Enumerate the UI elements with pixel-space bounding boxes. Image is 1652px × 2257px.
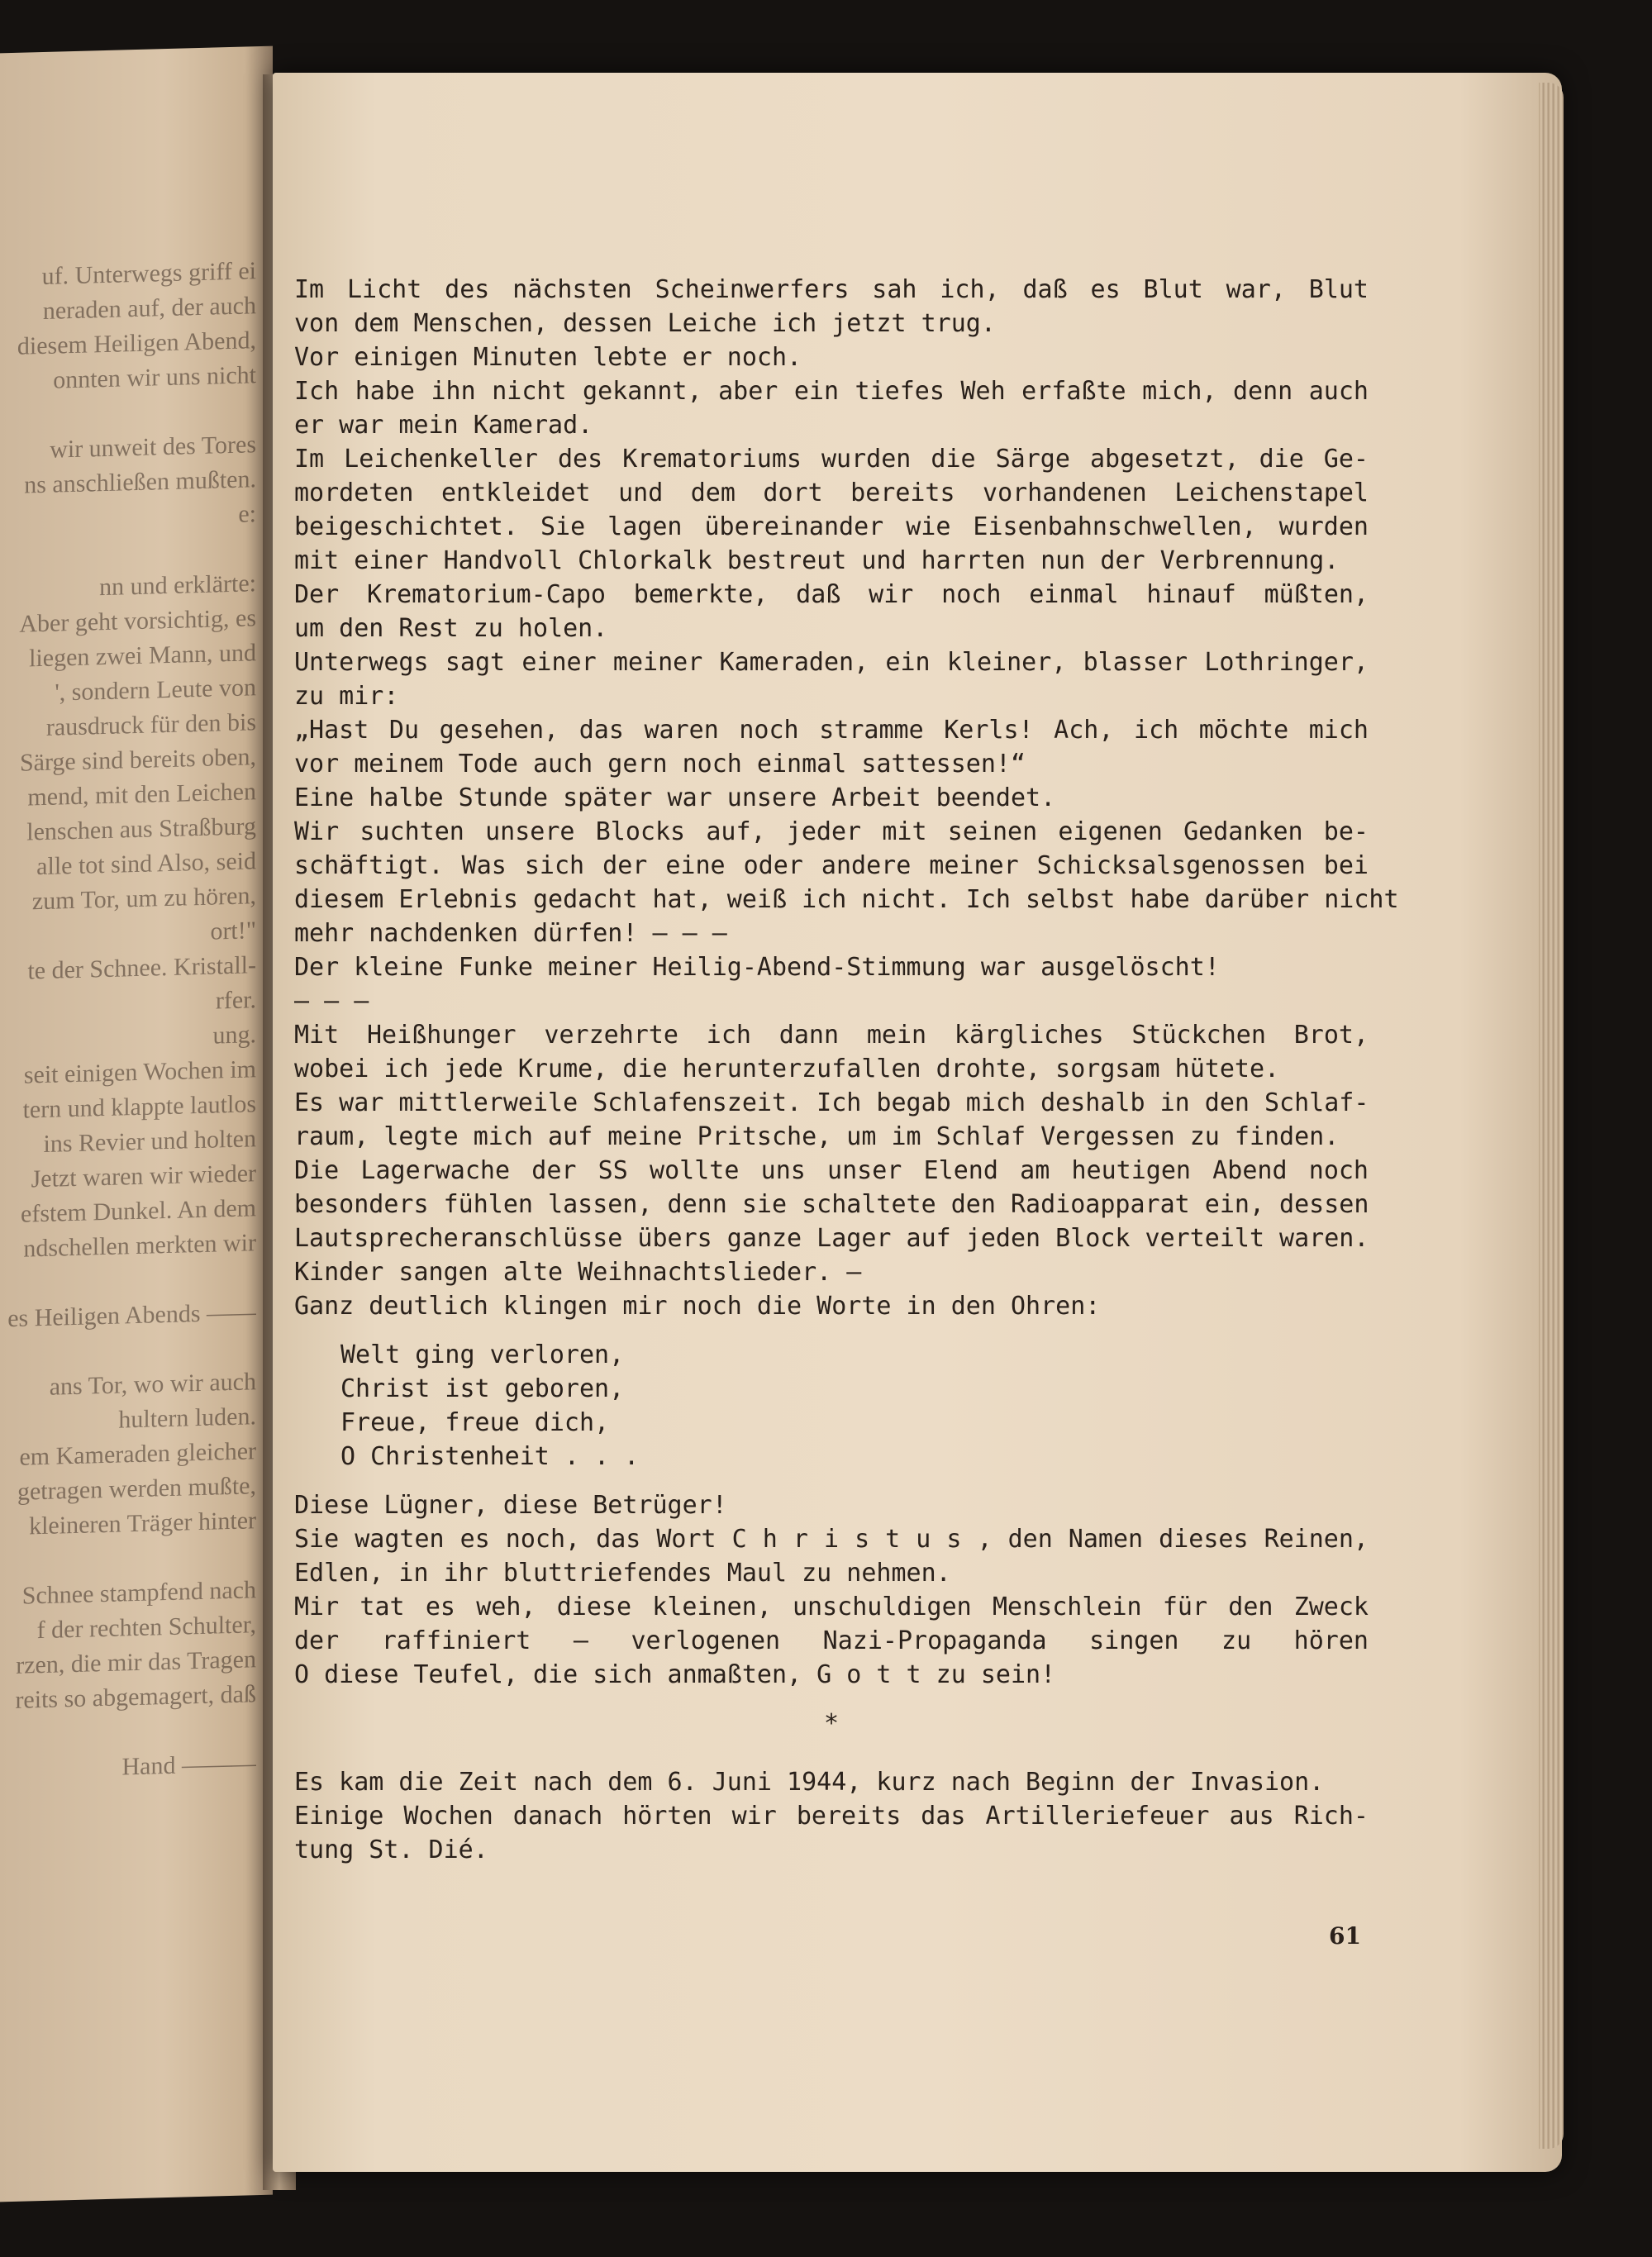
left-page-line: rfer.: [215, 986, 256, 1015]
left-page-line: wir unweit des Tores: [50, 431, 256, 464]
text-line: er war mein Kamerad.: [294, 411, 593, 440]
left-page-line: mend, mit den Leichen: [27, 778, 256, 812]
left-page-line: onnten wir uns nicht: [53, 361, 256, 394]
page-edge: [1539, 83, 1564, 2149]
left-page-line: ', sondern Leute von: [55, 674, 256, 707]
body-paragraphs: [294, 273, 1399, 1323]
left-page-line: ins Revier und holten: [43, 1125, 256, 1158]
left-page-line: e:: [238, 500, 256, 528]
left-page-line: [0, 1333, 256, 1340]
left-page-line: lenschen aus Straßburg: [26, 812, 256, 846]
text-line: Welt ging verloren,: [340, 1340, 625, 1369]
left-page-line: ndschellen merkten wir: [23, 1229, 256, 1263]
text-line: Die Lagerwache der SS wollte uns unser Elend am heutigen Abend noch: [294, 1156, 1369, 1185]
text-line: der raffiniert — verlogenen Nazi-Propaganda singen zu hören: [294, 1626, 1369, 1655]
left-page-line: reits so abgemagert, daß: [15, 1680, 256, 1714]
text-line: Im Leichenkeller des Krematoriums wurden die Särge abgesetzt, die Ge-: [294, 445, 1369, 474]
text-line: Der kleine Funke meiner Heilig-Abend-Stimmung war ausgelöscht!: [294, 953, 1220, 982]
text-line: Wir suchten unsere Blocks auf, jeder mit seinen eigenen Gedanken be-: [294, 817, 1369, 846]
left-page-line: f der rechten Schulter,: [36, 1611, 256, 1645]
text-line: Im Licht des nächsten Scheinwerfers sah ich, daß es Blut war, Blut: [294, 275, 1369, 304]
page-number: 61: [1329, 1922, 1361, 1950]
left-page-line: em Kameraden gleicher: [19, 1437, 256, 1471]
text-line: schäftigt. Was sich der eine oder andere meiner Schicksalsgenossen bei: [294, 851, 1369, 880]
left-page-line: efstem Dunkel. An dem: [21, 1194, 256, 1228]
left-page-line: ung.: [212, 1021, 256, 1050]
left-page-line: [0, 1541, 256, 1548]
text-line: mehr nachdenken dürfen! — — —: [294, 919, 727, 948]
left-page-line: neraden auf, der auch: [42, 292, 256, 325]
text-line: „Hast Du gesehen, das waren noch stramme Kerls! Ach, ich möchte mich: [294, 716, 1369, 745]
left-page-line: ans Tor, wo wir auch: [49, 1368, 256, 1401]
text-line: Mir tat es weh, diese kleinen, unschuldigen Menschlein für den Zweck: [294, 1593, 1369, 1621]
page-body: [294, 273, 1399, 1867]
left-page-line: hultern luden.: [118, 1402, 256, 1434]
text-line: zu mir:: [294, 682, 399, 711]
section-separator: *: [823, 1709, 840, 1738]
text-line: Einige Wochen danach hörten wir bereits das Artilleriefeuer aus Rich-: [294, 1802, 1369, 1831]
left-page: [0, 46, 273, 2202]
final-paragraph: [294, 1765, 1369, 1867]
left-page-line: Aber geht vorsichtig, es: [19, 604, 256, 638]
text-line: — — —: [294, 987, 369, 1016]
left-page-line: zum Tor, um zu hören,: [31, 882, 256, 916]
left-page-line: tern und klappte lautlos: [22, 1090, 256, 1124]
text-line: um den Rest zu holen.: [294, 614, 608, 643]
left-page-line: Schnee stampfend nach: [21, 1576, 256, 1610]
text-line: O diese Teufel, die sich anmaßten, G o t t zu sein!: [294, 1660, 1056, 1689]
left-page-line: nn und erklärte:: [99, 569, 256, 602]
left-page-line: es Heiligen Abends ——: [7, 1298, 256, 1333]
text-line: mit einer Handvoll Chlorkalk bestreut und harrten nun der Verbrennung.: [294, 546, 1340, 575]
text-line: Mit Heißhunger verzehrte ich dann mein kärgliches Stückchen Brot,: [294, 1021, 1369, 1050]
left-page-line: alle tot sind Also, seid: [36, 847, 256, 881]
text-line: vor meinem Tode auch gern noch einmal sattessen!“: [294, 750, 1026, 779]
text-line: Christ ist geboren,: [340, 1374, 625, 1403]
text-line: wobei ich jede Krume, die herunterzufallen drohte, sorgsam hütete.: [294, 1055, 1280, 1083]
text-line: mordeten entkleidet und dem dort bereits vorhandenen Leichenstapel: [294, 479, 1369, 507]
text-line: Es war mittlerweile Schlafenszeit. Ich begab mich deshalb in den Schlaf-: [294, 1088, 1369, 1117]
text-line: von dem Menschen, dessen Leiche ich jetzt trug.: [294, 309, 996, 338]
left-page-line: [0, 535, 256, 541]
song-stanza: [340, 1338, 1369, 1474]
text-line: Freue, freue dich,: [340, 1408, 610, 1437]
text-line: Ich habe ihn nicht gekannt, aber ein tiefes Weh erfaßte mich, denn auch: [294, 377, 1369, 406]
text-line: Der Krematorium-Capo bemerkte, daß wir noch einmal hinauf müßten,: [294, 580, 1369, 609]
left-page-line: Hand ———: [121, 1750, 256, 1781]
left-page-line: diesem Heiligen Abend,: [17, 326, 256, 360]
left-page-line: ort!": [210, 917, 256, 945]
left-page-line: [0, 1264, 256, 1270]
left-page-line: rausdruck für den bis: [45, 708, 256, 741]
text-line: Sie wagten es noch, das Wort C h r i s t u s , den Namen dieses Reinen,: [294, 1525, 1369, 1554]
left-page-line: Jetzt waren wir wieder: [31, 1159, 256, 1193]
left-page-line: Särge sind bereits oben,: [19, 743, 256, 777]
body-paragraphs-after-stanza: [294, 1488, 1369, 1692]
text-line: Ganz deutlich klingen mir noch die Worte in den Ohren:: [294, 1292, 1101, 1321]
left-page-line: te der Schnee. Kristall-: [27, 951, 256, 985]
text-line: Diese Lügner, diese Betrüger!: [294, 1491, 727, 1520]
left-page-line: ns anschließen mußten.: [24, 465, 256, 499]
left-page-line: getragen werden mußte,: [17, 1472, 256, 1506]
text-line: Vor einigen Minuten lebte er noch.: [294, 343, 802, 372]
text-line: tung St. Dié.: [294, 1836, 488, 1864]
left-page-line: liegen zwei Mann, und: [29, 639, 256, 673]
text-line: besonders fühlen lassen, denn sie schaltete den Radioapparat ein, dessen: [294, 1190, 1369, 1219]
left-page-line: seit einigen Wochen im: [23, 1055, 256, 1089]
left-page-line: kleineren Träger hinter: [29, 1507, 256, 1540]
text-line: Eine halbe Stunde später war unsere Arbeit beendet.: [294, 783, 1056, 812]
text-line: raum, legte mich auf meine Pritsche, um im Schlaf Vergessen zu finden.: [294, 1122, 1340, 1151]
text-line: Kinder sangen alte Weihnachtslieder. —: [294, 1258, 862, 1287]
text-line: Es kam die Zeit nach dem 6. Juni 1944, kurz nach Beginn der Invasion.: [294, 1768, 1325, 1797]
left-page-line: [0, 1715, 256, 1721]
text-line: Unterwegs sagt einer meiner Kameraden, ein kleiner, blasser Lothringer,: [294, 648, 1369, 677]
text-line: diesem Erlebnis gedacht hat, weiß ich nicht. Ich selbst habe darüber nicht: [294, 885, 1399, 914]
text-line: O Christenheit . . .: [340, 1442, 640, 1471]
left-page-line: uf. Unterwegs griff ei: [41, 257, 256, 290]
left-page-line: rzen, die mir das Tragen: [16, 1645, 256, 1679]
text-line: beigeschichtet. Sie lagen übereinander wie Eisenbahnschwellen, wurden: [294, 512, 1369, 541]
text-line: Lautsprecheranschlüsse übers ganze Lager auf jeden Block verteilt waren.: [294, 1224, 1369, 1253]
left-page-line: [0, 396, 256, 402]
text-line: Edlen, in ihr bluttriefendes Maul zu nehmen.: [294, 1559, 951, 1588]
